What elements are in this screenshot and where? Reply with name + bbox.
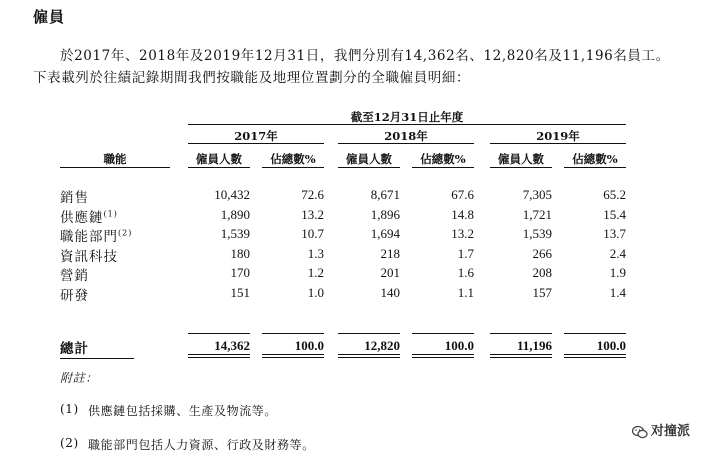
year-2018-rule (338, 143, 474, 144)
note-1-number: (1) (60, 402, 79, 416)
total-double-rule (338, 354, 400, 355)
table-cell: 1.7 (457, 245, 474, 261)
table-cell: 1,694 (370, 226, 400, 241)
year-2019-rule (490, 143, 626, 144)
table-cell: 1.9 (609, 265, 626, 280)
table-cell: 1,539 (522, 226, 552, 241)
subheader-pct-2019: 佔總數% (572, 152, 618, 166)
table-cell: 1,896 (370, 206, 400, 222)
row-label (60, 284, 89, 304)
row-header: 職能 (103, 152, 127, 166)
total-double-rule (412, 354, 474, 355)
note-1-text: 供應鏈包括採購、生產及物流等。 (88, 404, 278, 418)
section-title: 僱員 (33, 8, 66, 26)
table-cell: 170 (230, 265, 250, 280)
table-cell: 1.2 (307, 265, 324, 280)
table-cell: 13.2 (301, 206, 324, 222)
total-double-rule (412, 357, 474, 358)
total-cell: 11,196 (516, 338, 552, 353)
header-rule (188, 124, 626, 125)
row-label (60, 264, 89, 284)
table-cell: 67.6 (451, 187, 474, 202)
total-cell: 100.0 (294, 338, 324, 353)
total-cell: 100.0 (596, 338, 626, 353)
total-double-rule (338, 357, 400, 358)
col-rule (412, 167, 474, 168)
row-label (60, 186, 89, 206)
table-cell: 1.0 (307, 284, 324, 300)
total-top-rule (490, 333, 552, 334)
note-2-text: 職能部門包括人力資源、行政及財務等。 (88, 438, 315, 452)
subheader-pct-2018: 佔總數% (420, 152, 466, 166)
row-label (60, 225, 132, 245)
total-cell: 14,362 (214, 338, 250, 353)
year-2017-rule (188, 143, 324, 144)
table-cell: 180 (230, 245, 250, 261)
total-cell: 12,820 (364, 338, 400, 353)
notes-label: 附註： (60, 371, 98, 385)
col-rule (338, 167, 400, 168)
table-cell: 151 (230, 284, 250, 300)
total-double-rule (564, 354, 626, 355)
total-double-rule (262, 354, 324, 355)
table-cell: 1.1 (457, 284, 474, 300)
table-cell: 1,539 (220, 226, 250, 241)
note-2-number: (2) (60, 436, 79, 450)
total-double-rule (188, 354, 250, 355)
total-top-rule (188, 333, 250, 334)
table-cell: 2.4 (609, 245, 626, 261)
row-label-text: 研發 (60, 287, 89, 304)
table-cell: 14.8 (451, 206, 474, 222)
wechat-icon (632, 425, 648, 439)
row-label-text: 營銷 (60, 268, 89, 284)
table-cell: 1,721 (522, 206, 552, 222)
table-cell: 72.6 (301, 187, 324, 202)
total-top-rule (338, 333, 400, 334)
table-cell: 10,432 (214, 187, 250, 202)
period-header: 截至12月31日止年度 (350, 110, 464, 124)
total-label-rule (60, 358, 134, 359)
year-2019: 2019年 (536, 129, 580, 143)
table-cell: 208 (532, 265, 552, 280)
row-label-text: 供應鏈 (60, 209, 104, 226)
table-cell: 65.2 (603, 187, 626, 202)
col-rule (564, 167, 626, 168)
table-cell: 1.4 (609, 284, 626, 300)
row-note-marker: (1) (103, 209, 118, 218)
total-double-rule (490, 357, 552, 358)
total-top-rule (262, 333, 324, 334)
table-cell: 157 (532, 284, 552, 300)
table-cell: 8,671 (370, 187, 400, 202)
year-2017: 2017年 (234, 129, 278, 143)
row-label (60, 245, 118, 265)
intro-line-1: 於2017年、2018年及2019年12月31日，我們分別有14,362名、12,820名及11,196名員工。 (60, 48, 670, 64)
total-double-rule (188, 357, 250, 358)
total-double-rule (564, 357, 626, 358)
year-2018: 2018年 (384, 129, 428, 143)
table-cell: 7,305 (522, 187, 552, 202)
table-cell: 201 (380, 265, 400, 280)
subheader-count-2019: 僱員人數 (498, 152, 544, 166)
col-rule (262, 167, 324, 168)
table-cell: 140 (380, 284, 400, 300)
table-cell: 1.6 (457, 265, 474, 280)
total-double-rule (262, 357, 324, 358)
total-label: 總計 (60, 341, 89, 357)
table-cell: 10.7 (301, 226, 324, 241)
table-cell: 266 (532, 245, 552, 261)
watermark-text: 对撞派 (650, 424, 690, 439)
intro-line-2: 下表載列於往績記錄期間我們按職能及地理位置劃分的全職僱員明細： (33, 70, 471, 86)
label-col-rule (60, 167, 170, 168)
subheader-pct-2017: 佔總數% (270, 152, 316, 166)
subheader-count-2018: 僱員人數 (346, 152, 392, 166)
table-cell: 1.3 (307, 245, 324, 261)
total-top-rule (564, 333, 626, 334)
col-rule (188, 167, 250, 168)
table-cell: 13.2 (451, 226, 474, 241)
col-rule (490, 167, 552, 168)
table-cell: 218 (380, 245, 400, 261)
row-label (60, 206, 118, 226)
total-cell: 100.0 (444, 338, 474, 353)
table-cell: 1,890 (220, 206, 250, 222)
row-label-text: 銷售 (60, 190, 89, 206)
watermark (632, 420, 690, 439)
subheader-count-2017: 僱員人數 (196, 152, 242, 166)
row-label-text: 資訊科技 (60, 248, 118, 265)
row-label-text: 職能部門 (60, 229, 118, 245)
total-top-rule (412, 333, 474, 334)
table-cell: 13.7 (603, 226, 626, 241)
table-cell: 15.4 (603, 206, 626, 222)
row-note-marker: (2) (118, 228, 133, 238)
total-double-rule (490, 354, 552, 355)
